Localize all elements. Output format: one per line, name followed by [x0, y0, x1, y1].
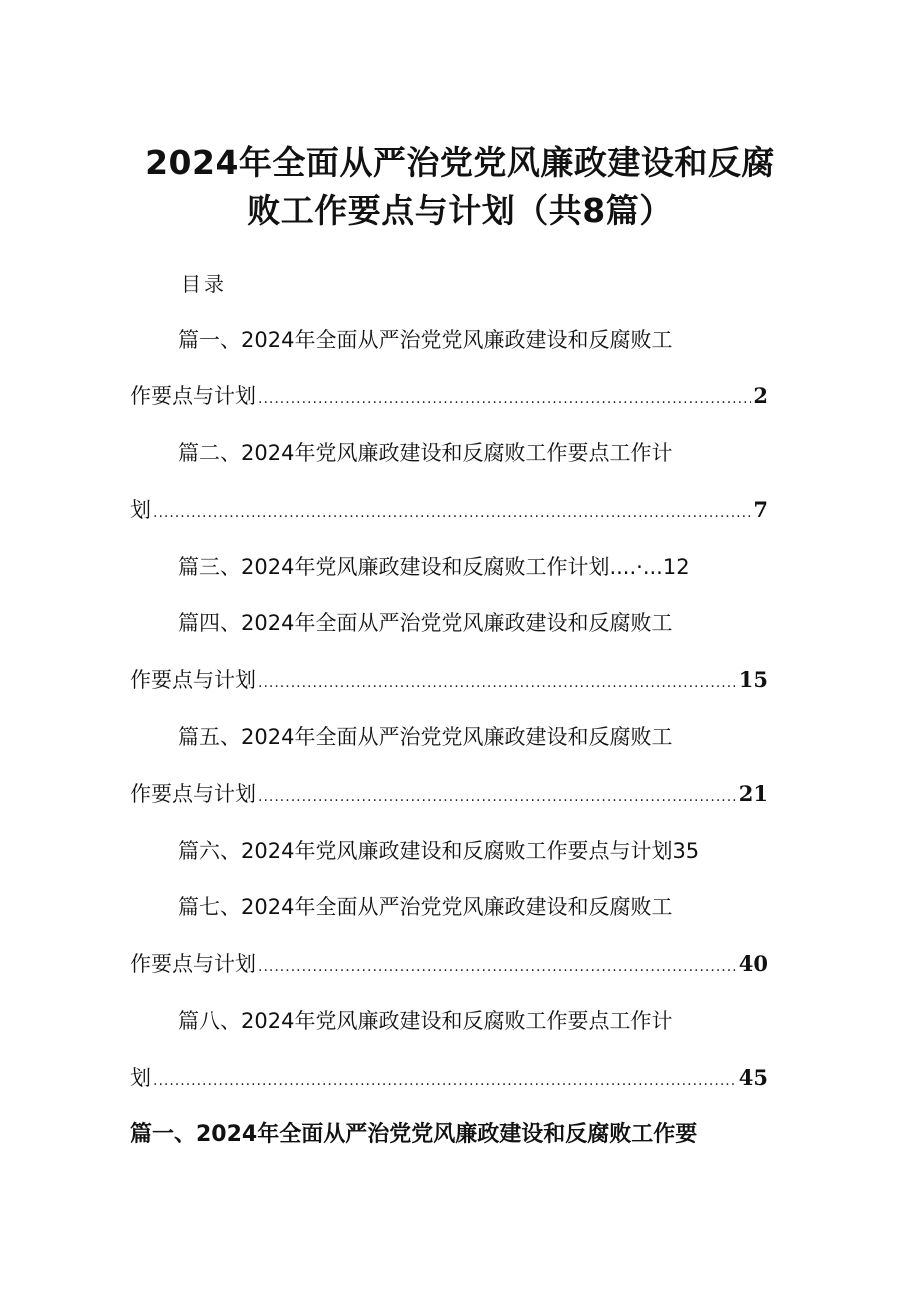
toc-entry-5-line-2[interactable]	[130, 778, 768, 808]
toc-entry-2-line-2[interactable]	[130, 494, 768, 524]
section-heading: 篇一、2024年全面从严治党党风廉政建设和反腐败工作要	[130, 1122, 698, 1147]
toc-heading: 目录	[181, 272, 227, 296]
toc-entry-1-line-1[interactable]: 篇一、2024年全面从严治党党风廉政建设和反腐败工	[178, 328, 673, 352]
document-title-line-1: 2024年全面从严治党党风廉政建设和反腐	[145, 143, 775, 182]
toc-page-number: 21	[738, 781, 768, 806]
toc-page-number: 40	[738, 951, 768, 976]
toc-entry-text: 划	[130, 1066, 151, 1090]
toc-page-number: 2	[753, 383, 768, 408]
toc-page-number: 15	[738, 667, 768, 692]
toc-leader-dots	[153, 505, 751, 521]
toc-leader-dots	[258, 675, 737, 691]
toc-leader-dots	[153, 1073, 737, 1089]
toc-entry-text: 作要点与计划	[130, 952, 256, 976]
toc-entry-4-line-2[interactable]	[130, 664, 768, 694]
toc-entry-text: 划	[130, 498, 151, 522]
toc-entry-7-line-2[interactable]	[130, 948, 768, 978]
toc-page-number: 45	[738, 1065, 768, 1090]
toc-entry-3[interactable]: 篇三、2024年党风廉政建设和反腐败工作计划....·...12	[178, 555, 690, 579]
toc-page-number: 7	[753, 497, 768, 522]
toc-entry-4-line-1[interactable]: 篇四、2024年全面从严治党党风廉政建设和反腐败工	[178, 611, 673, 635]
toc-entry-7-line-1[interactable]: 篇七、2024年全面从严治党党风廉政建设和反腐败工	[178, 895, 673, 919]
toc-entry-1-line-2[interactable]	[130, 380, 768, 410]
toc-entry-text: 作要点与计划	[130, 384, 256, 408]
toc-entry-text: 作要点与计划	[130, 782, 256, 806]
toc-entry-2-line-1[interactable]: 篇二、2024年党风廉政建设和反腐败工作要点工作计	[178, 441, 673, 465]
toc-entry-6[interactable]: 篇六、2024年党风廉政建设和反腐败工作要点与计划35	[178, 839, 700, 863]
toc-leader-dots	[258, 789, 737, 805]
toc-entry-5-line-1[interactable]: 篇五、2024年全面从严治党党风廉政建设和反腐败工	[178, 725, 673, 749]
toc-entry-8-line-1[interactable]: 篇八、2024年党风廉政建设和反腐败工作要点工作计	[178, 1009, 673, 1033]
toc-entry-8-line-2[interactable]	[130, 1062, 768, 1092]
toc-leader-dots	[258, 959, 737, 975]
toc-leader-dots	[258, 391, 751, 407]
document-title-line-2: 败工作要点与计划（共8篇）	[247, 191, 673, 230]
toc-entry-text: 作要点与计划	[130, 668, 256, 692]
